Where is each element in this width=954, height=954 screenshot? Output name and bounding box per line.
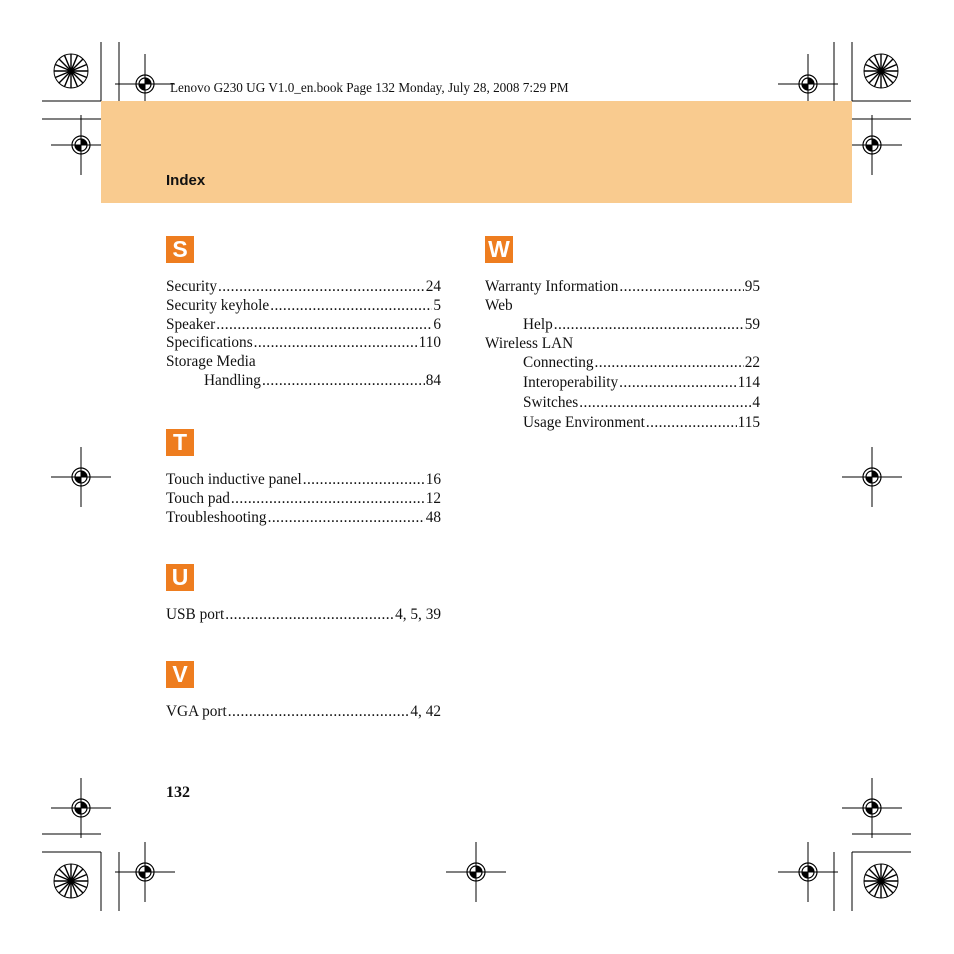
index-entry-heading: Storage Media [166, 353, 256, 370]
index-subentry: Interoperability ..... 114 [523, 373, 760, 392]
index-letter-v: V [166, 661, 194, 688]
index-subentry: Handling ..... 84 [204, 371, 441, 390]
index-entry: Touch pad ..... 12 [166, 489, 441, 508]
index-subentry: Usage Environment ..... 115 [523, 413, 760, 432]
index-letter-w: W [485, 236, 513, 263]
index-entry: Speaker ..... 6 [166, 315, 441, 334]
index-entry: VGA port ..... 4, 42 [166, 702, 441, 721]
index-letter-t: T [166, 429, 194, 456]
index-entry-heading: Wireless LAN [485, 335, 574, 352]
index-entry: Touch inductive panel ..... 16 [166, 470, 441, 489]
index-entry: Security ..... 24 [166, 277, 441, 296]
index-letter-s: S [166, 236, 194, 263]
index-entry: Troubleshooting ..... 48 [166, 508, 441, 527]
section-title: Index [166, 172, 206, 189]
index-entry: USB port ..... 4, 5, 39 [166, 605, 441, 624]
page-number: 132 [166, 784, 190, 801]
header-band [101, 101, 852, 203]
index-subentry: Switches ..... 4 [523, 393, 760, 412]
index-entry: Security keyhole ..... 5 [166, 296, 441, 315]
index-entry: Specifications ..... 110 [166, 333, 441, 352]
index-entry: Warranty Information ..... 95 [485, 277, 760, 296]
index-entry-heading: Web [485, 297, 513, 314]
print-slug: Lenovo G230 UG V1.0_en.book Page 132 Monday, July 28, 2008 7:29 PM [170, 80, 569, 95]
index-subentry: Help ..... 59 [523, 315, 760, 334]
index-subentry: Connecting ..... 22 [523, 353, 760, 372]
index-letter-u: U [166, 564, 194, 591]
